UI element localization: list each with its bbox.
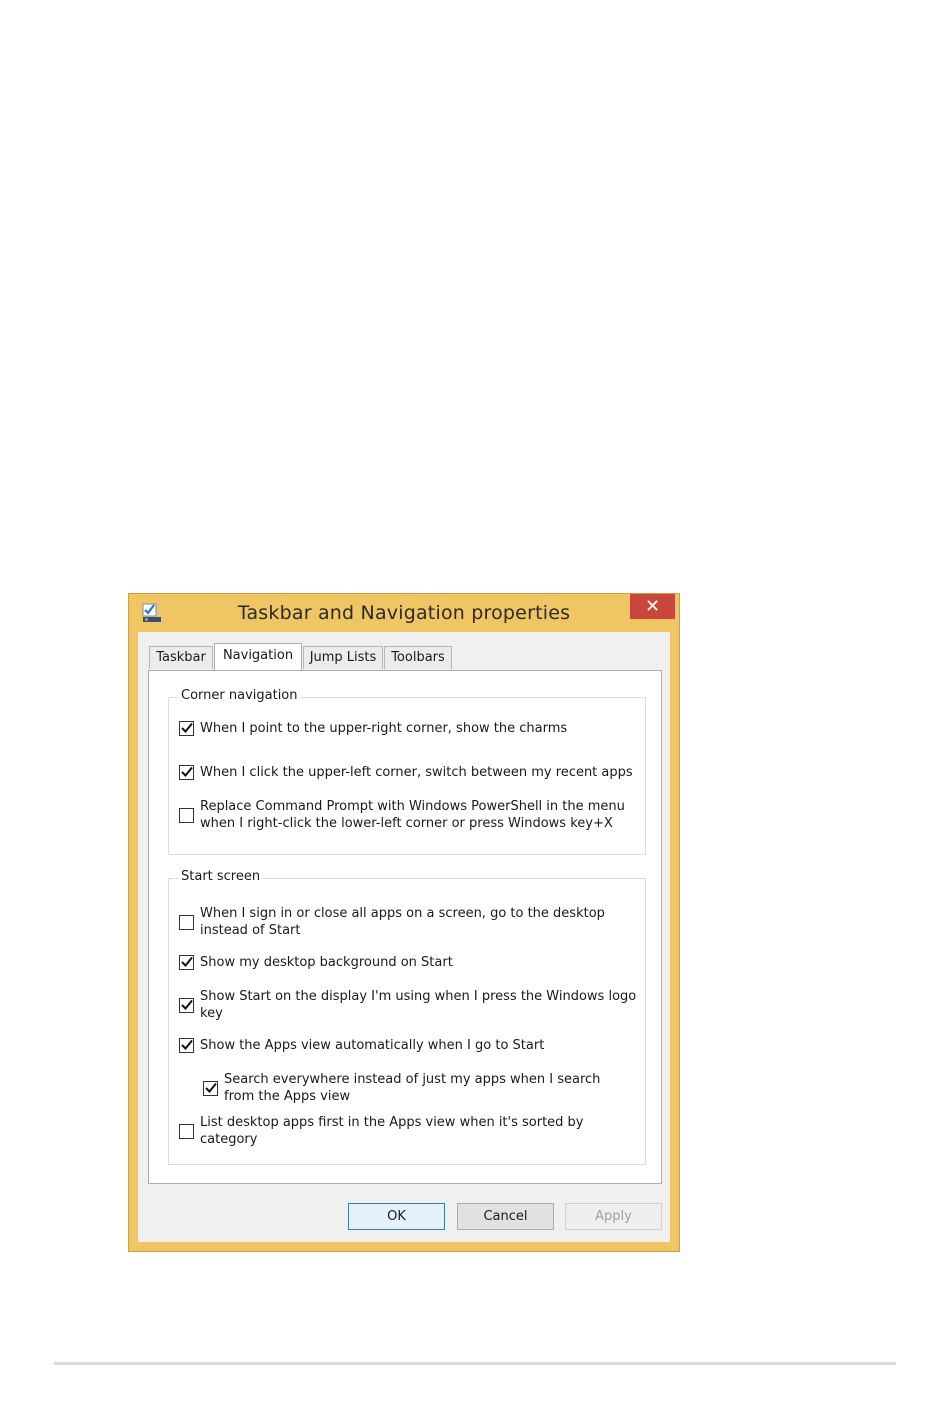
ok-button[interactable]: OK (348, 1203, 445, 1230)
checkbox-apps-view-auto[interactable] (179, 1038, 194, 1053)
page-divider (54, 1362, 896, 1365)
checkbox-upper-right-charms[interactable] (179, 721, 194, 736)
option-label: Show my desktop background on Start (200, 955, 453, 970)
apply-button: Apply (565, 1203, 662, 1230)
option-label: Search everywhere instead of just my apps when I search from the Apps view (224, 1072, 601, 1104)
start-screen-legend: Start screen (178, 869, 263, 884)
tab-navigation[interactable]: Navigation (214, 643, 302, 670)
window-title: Taskbar and Navigation properties (237, 602, 571, 624)
checkbox-start-on-display[interactable] (179, 998, 194, 1013)
option-label: List desktop apps first in the Apps view when it's sorted by category (200, 1115, 584, 1147)
close-button[interactable] (630, 594, 675, 619)
taskbar-navigation-properties-window (128, 593, 680, 1252)
option-upper-right-charms[interactable] (179, 720, 567, 737)
checkmark-icon (181, 1039, 193, 1051)
checkmark-icon (205, 1082, 217, 1094)
corner-navigation-legend: Corner navigation (178, 688, 301, 703)
option-go-to-desktop[interactable] (179, 905, 605, 939)
option-desktop-background[interactable] (179, 954, 453, 971)
checkbox-search-everywhere[interactable] (203, 1081, 218, 1096)
option-label: When I point to the upper-right corner, show the charms (200, 721, 568, 736)
option-label: Replace Command Prompt with Windows PowerShell in the menu when I right-click the lower-left corner or press Windows key+X (200, 799, 625, 831)
checkmark-icon (181, 999, 193, 1011)
tab-taskbar[interactable]: Taskbar (149, 646, 213, 669)
close-icon: ✕ (644, 596, 661, 617)
title-bar[interactable] (129, 594, 679, 632)
dialog-client-area (138, 632, 670, 1242)
option-replace-powershell[interactable] (179, 798, 625, 832)
tab-jump-lists[interactable]: Jump Lists (303, 646, 383, 669)
checkbox-desktop-apps-first[interactable] (179, 1124, 194, 1139)
tab-toolbars[interactable]: Toolbars (384, 646, 452, 669)
option-search-everywhere[interactable] (203, 1071, 600, 1105)
option-label: Show Start on the display I'm using when I press the Windows logo key (200, 989, 637, 1021)
option-apps-view-auto[interactable] (179, 1037, 544, 1054)
option-upper-left-switch[interactable] (179, 764, 633, 781)
checkmark-icon (181, 956, 193, 968)
checkbox-upper-left-switch[interactable] (179, 765, 194, 780)
checkbox-desktop-background[interactable] (179, 955, 194, 970)
start-screen-group (168, 869, 646, 1165)
cancel-button[interactable]: Cancel (457, 1203, 554, 1230)
corner-navigation-group (168, 688, 646, 855)
option-label: When I sign in or close all apps on a screen, go to the desktop instead of Start (200, 906, 605, 938)
checkmark-icon (181, 722, 193, 734)
checkbox-replace-powershell[interactable] (179, 808, 194, 823)
option-desktop-apps-first[interactable] (179, 1114, 584, 1148)
checkmark-icon (181, 766, 193, 778)
checkbox-go-to-desktop[interactable] (179, 915, 194, 930)
option-label: Show the Apps view automatically when I go to Start (200, 1038, 545, 1053)
option-start-on-display[interactable] (179, 988, 636, 1022)
navigation-tab-panel (148, 670, 662, 1184)
option-label: When I click the upper-left corner, switch between my recent apps (200, 765, 633, 780)
